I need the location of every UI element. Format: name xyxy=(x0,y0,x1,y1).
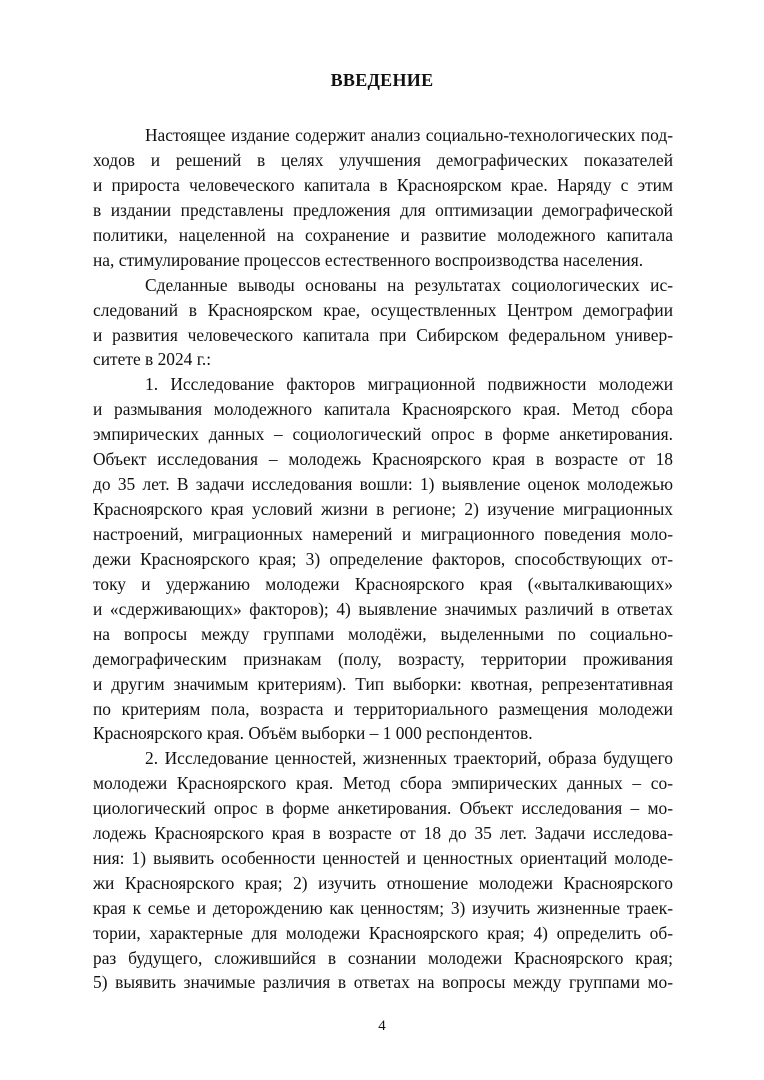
text-line: и развития человеческого капитала при Сибирском федеральном универ- xyxy=(93,325,673,345)
text-line: по критериям пола, возраста и территориального размещения молодежи xyxy=(93,699,673,719)
text-line: жи Красноярского края; 2) изучить отношение молодежи Красноярского xyxy=(93,873,673,893)
page-number: 4 xyxy=(378,1018,386,1034)
text-line: настроений, миграционных намерений и миграционного поведения моло- xyxy=(93,524,673,544)
text-line: лодежь Красноярского края в возрасте от 18 до 35 лет. Задачи исследова- xyxy=(93,823,673,843)
text-line: края к семье и деторождению как ценностям; 3) изучить жизненные траек- xyxy=(93,898,673,918)
text-line: следований в Красноярском крае, осуществленных Центром демографии xyxy=(93,300,673,320)
text-line: 2. Исследование ценностей, жизненных траекторий, образа будущего xyxy=(145,748,673,768)
text-line: Красноярского края условий жизни в регионе; 2) изучение миграционных xyxy=(93,499,673,519)
text-line: политики, нацеленной на сохранение и развитие молодежного капитала xyxy=(93,225,673,245)
text-line: Сделанные выводы основаны на результатах социологических ис- xyxy=(145,275,673,295)
text-line: раз будущего, сложившийся в сознании молодежи Красноярского края; xyxy=(93,948,673,968)
text-line: тории, характерные для молодежи Красноярского края; 4) определить об- xyxy=(93,923,673,943)
text-line: и размывания молодежного капитала Красноярского края. Метод сбора xyxy=(93,399,673,419)
text-line: Объект исследования – молодежь Красноярского края в возрасте от 18 xyxy=(93,449,673,469)
text-line: эмпирических данных – социологический опрос в форме анкетирования. xyxy=(93,424,673,444)
text-line: дежи Красноярского края; 3) определение факторов, способствующих от- xyxy=(93,549,673,569)
text-line: ситете в 2024 г.: xyxy=(93,349,212,369)
text-line: циологический опрос в форме анкетирования. Объект исследования – мо- xyxy=(93,798,673,818)
text-line: ходов и решений в целях улучшения демографических показателей xyxy=(93,150,673,170)
section-heading: ВВЕДЕНИЕ xyxy=(330,70,434,90)
text-line: Красноярского края. Объём выборки – 1 000 респондентов. xyxy=(93,723,533,743)
text-line: и другим значимым критериям). Тип выборки: квотная, репрезентативная xyxy=(93,674,673,694)
text-line: 5) выявить значимые различия в ответах на вопросы между группами мо- xyxy=(93,972,673,992)
text-line: на, стимулирование процессов естественного воспроизводства населения. xyxy=(93,250,644,270)
text-line: и «сдерживающих» факторов); 4) выявление значимых различий в ответах xyxy=(93,599,673,619)
text-line: в издании представлены предложения для оптимизации демографической xyxy=(93,200,673,220)
text-line: до 35 лет. В задачи исследования вошли: 1) выявление оценок молодежью xyxy=(93,474,673,494)
text-line: ния: 1) выявить особенности ценностей и ценностных ориентаций молоде- xyxy=(93,848,673,868)
text-line: Настоящее издание содержит анализ социально-технологических под- xyxy=(145,125,673,145)
text-line: на вопросы между группами молодёжи, выделенными по социально- xyxy=(93,624,673,644)
text-line: демографическим признакам (полу, возрасту, территории проживания xyxy=(93,649,673,669)
text-line: и прироста человеческого капитала в Красноярском крае. Наряду с этим xyxy=(93,175,673,195)
text-line: 1. Исследование факторов миграционной подвижности молодежи xyxy=(145,374,673,394)
text-line: молодежи Красноярского края. Метод сбора эмпирических данных – со- xyxy=(93,773,673,793)
text-line: току и удержанию молодежи Красноярского края («выталкивающих» xyxy=(93,574,673,594)
